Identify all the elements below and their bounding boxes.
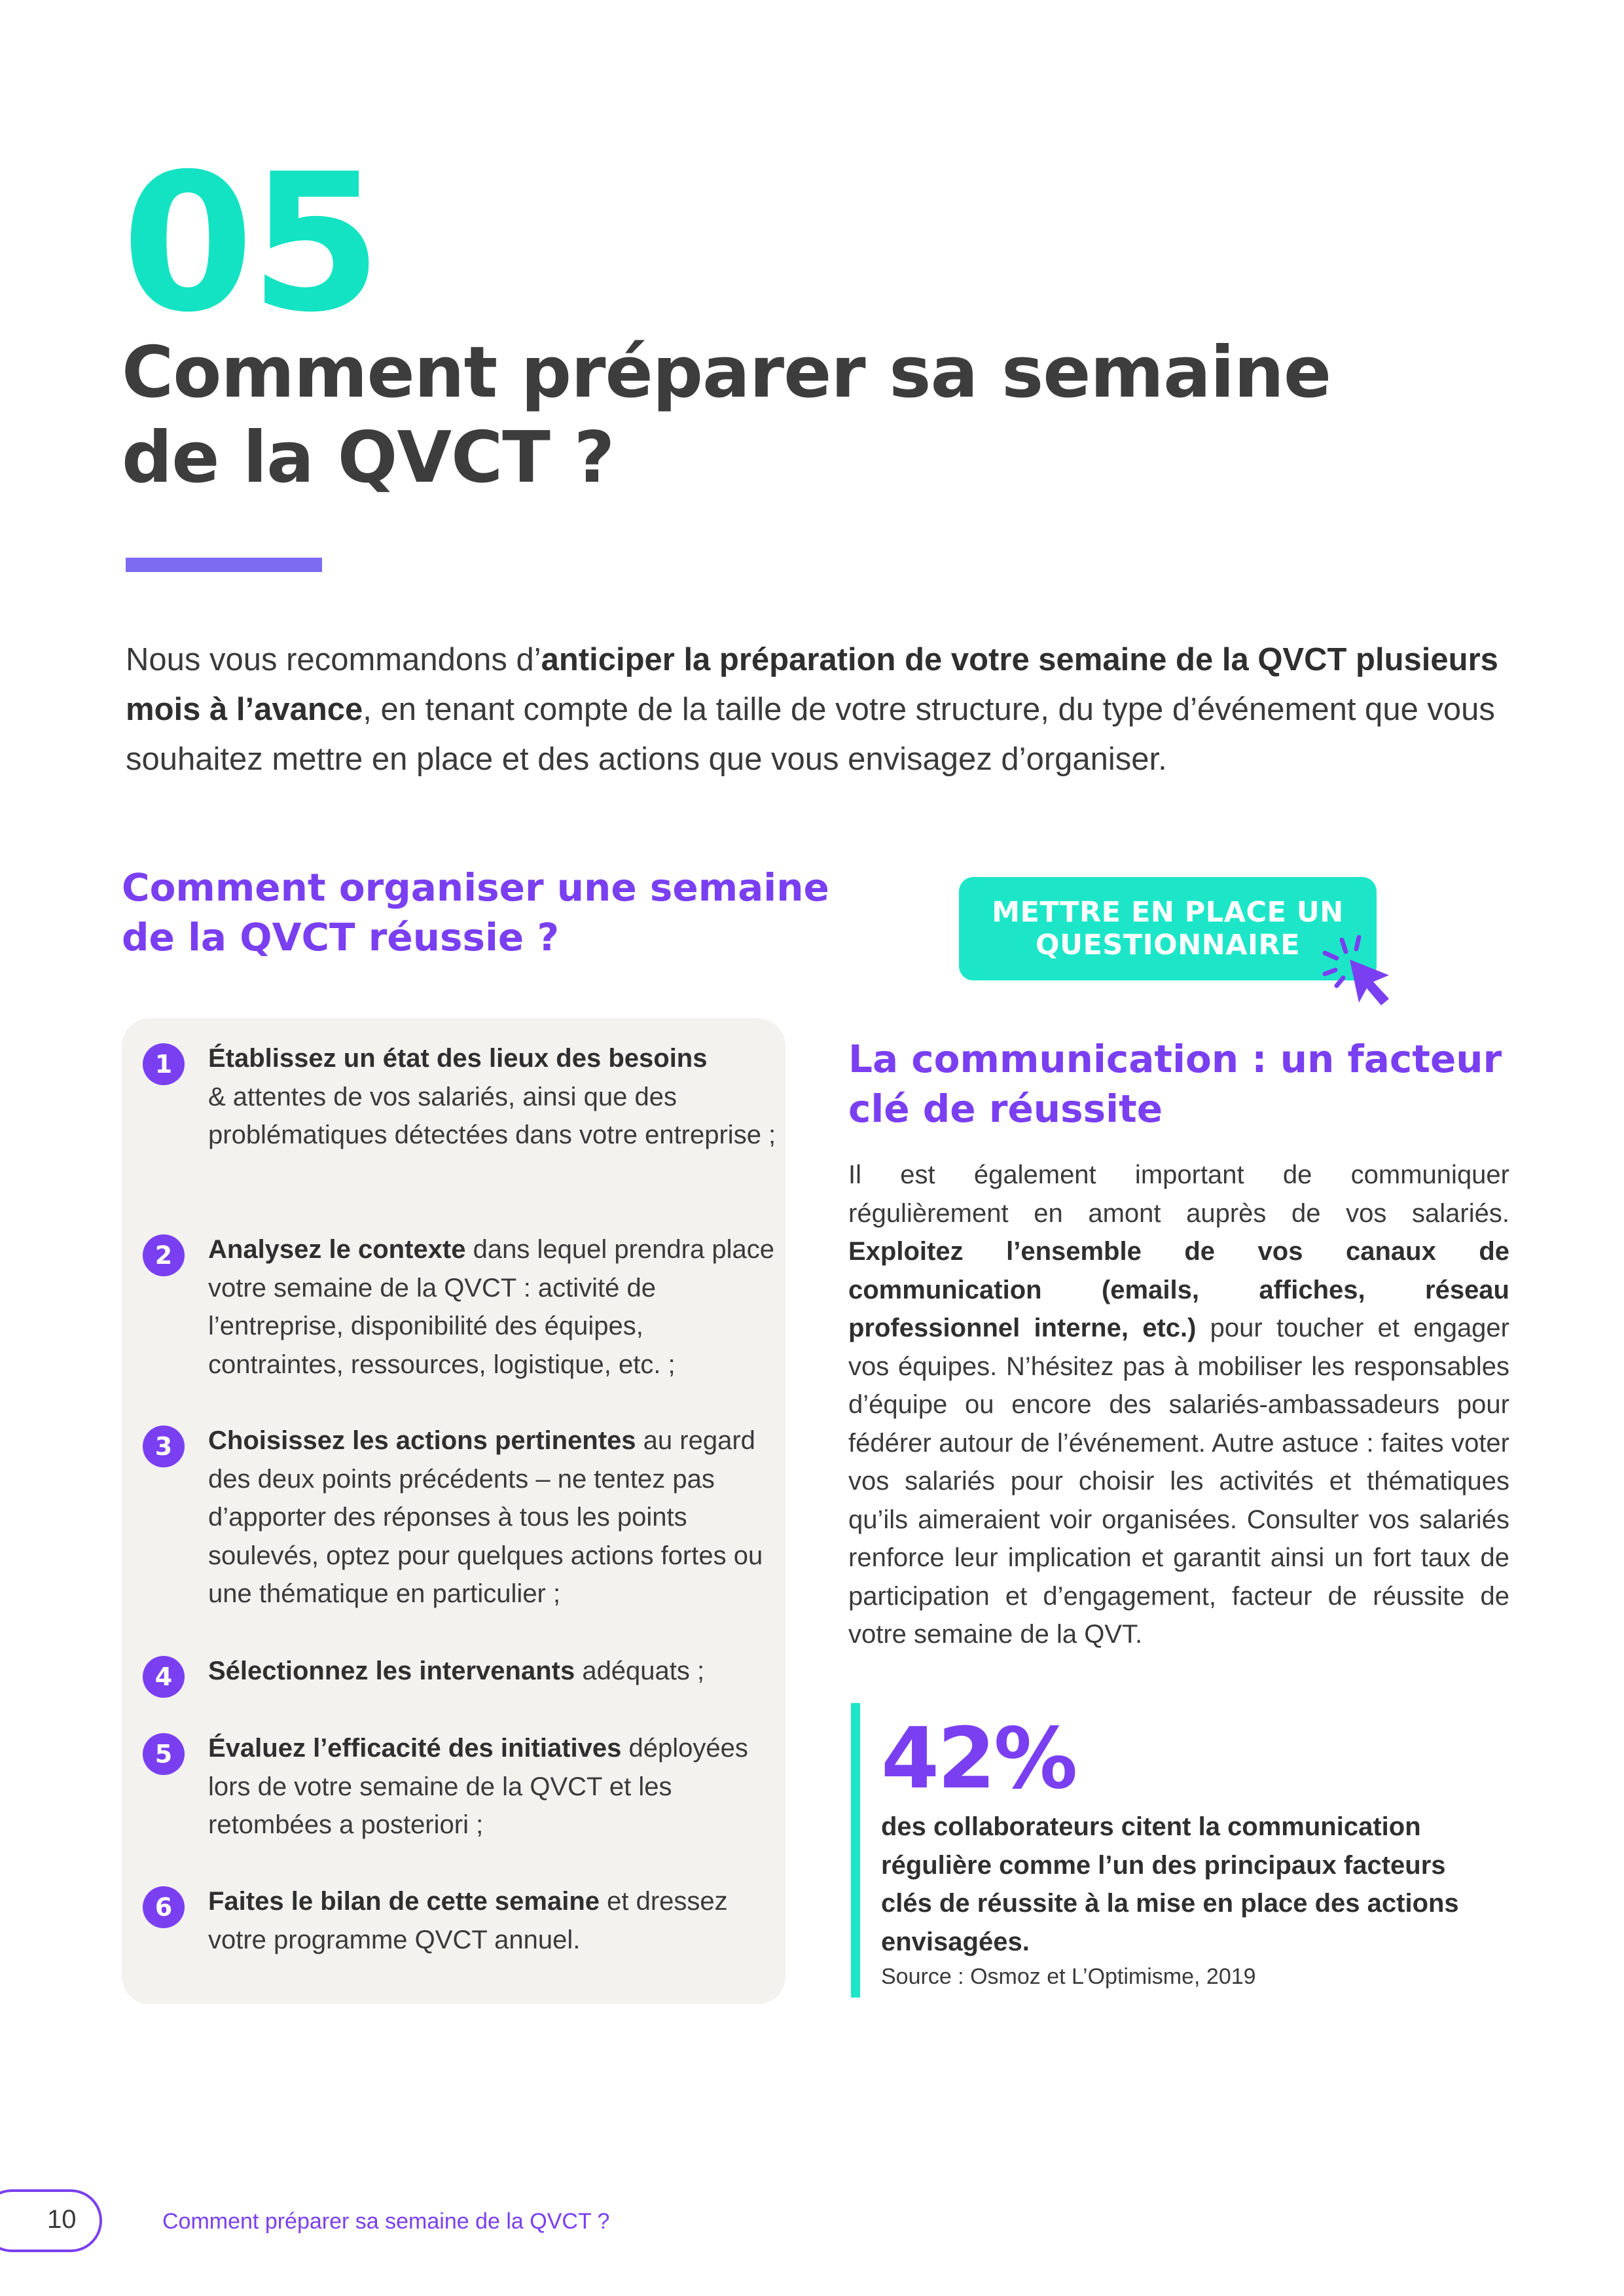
communication-body <box>848 1156 1509 1654</box>
organize-heading <box>122 863 842 962</box>
organize-heading-line-2: de la QVCT réussie ? <box>122 915 560 960</box>
step-bold: Faites le bilan de cette semaine <box>208 1887 600 1916</box>
stat-value: 42% <box>881 1710 1076 1808</box>
step-rest: au regard des deux points précédents – ne tentez pas d’apporter des réponses à tous les points soulevés, optez pour quelques actions fortes ou une thématique en particulier ; <box>208 1426 763 1608</box>
step-rest: & attentes de vos salariés, ainsi que des problématiques détectées dans votre entreprise ; <box>208 1082 776 1149</box>
page-title-line-2: de la QVCT ? <box>122 417 615 499</box>
step-rest: adéquats ; <box>575 1657 705 1685</box>
page-title <box>122 331 1365 501</box>
step-text <box>208 1652 778 1691</box>
communication-body-rest: pour toucher et engager vos équipes. N’hésitez pas à mobiliser les responsables d’équipe ou encore des salariés-ambassadeurs pour fédérer autour de l’événement. Autre astuce : faites voter vos salariés pour choisir les activités et thématiques qu’ils aimeraient voir organisées. Consulter vos salariés renforce leur implication et garantit ainsi un fort taux de participation et d’engagement, facteur de réussite de votre semaine de la QVT. <box>848 1314 1509 1649</box>
communication-body-lead: Il est également important de communiquer régulièrement en amont auprès de vos salariés. <box>848 1160 1509 1228</box>
step-rest: et dressez votre programme QVCT annuel. <box>208 1887 728 1954</box>
step-text <box>208 1729 778 1844</box>
step-text <box>208 1230 778 1384</box>
step-text <box>208 1039 778 1155</box>
intro-paragraph <box>126 635 1513 784</box>
step-bold: Évaluez l’efficacité des initiatives <box>208 1734 622 1763</box>
page-number: 10 <box>47 2205 77 2234</box>
section-number: 05 <box>122 134 378 354</box>
communication-body-bold: Exploitez l’ensemble de vos canaux de communication (emails, affiches, réseau professionnel interne, etc.) <box>848 1237 1509 1342</box>
stat-caption: des collaborateurs citent la communication régulière comme l’un des principaux facteurs clés de réussite à la mise en place des actions envisagées. <box>881 1812 1459 1956</box>
footer-title: Comment préparer sa semaine de la QVCT ? <box>162 2209 610 2234</box>
stat-source: Source : Osmoz et L’Optimisme, 2019 <box>881 1964 1256 1989</box>
step-rest: dans lequel prendra place votre semaine de la QVCT : activité de l’entreprise, disponibilité des équipes, contraintes, ressources, logistique, etc. ; <box>208 1235 774 1379</box>
organize-heading-line-1: Comment organiser une semaine <box>122 865 829 910</box>
intro-bold: anticiper la préparation de votre semaine de la QVCT plusieurs mois à l’avance <box>126 642 1498 727</box>
step-text <box>208 1422 778 1613</box>
step-number-badge: 2 <box>143 1234 185 1276</box>
step-number-badge: 5 <box>143 1733 185 1775</box>
communication-heading-line-2: clé de réussite <box>848 1086 1163 1131</box>
questionnaire-button-label-1: METTRE EN PLACE UN <box>992 896 1344 929</box>
cursor-click-icon <box>1316 929 1407 1021</box>
step-number-badge: 4 <box>143 1656 185 1698</box>
communication-heading <box>848 1034 1503 1134</box>
step-bold: Établissez un état des lieux des besoins <box>208 1044 708 1073</box>
step-bold: Choisissez les actions pertinentes <box>208 1426 636 1455</box>
questionnaire-button[interactable] <box>959 877 1377 980</box>
step-text <box>208 1882 778 1959</box>
page-title-line-1: Comment préparer sa semaine <box>122 332 1331 414</box>
stat-accent-bar <box>851 1703 860 1998</box>
communication-heading-line-1: La communication : un facteur <box>848 1037 1502 1081</box>
step-rest: déployées lors de votre semaine de la QVCT et les retombées a posteriori ; <box>208 1734 748 1839</box>
intro-rest: , en tenant compte de la taille de votre structure, du type d’événement que vous souhaitez mettre en place et des actions que vous envisagez d’organiser. <box>126 692 1495 777</box>
step-number-badge: 3 <box>143 1426 185 1467</box>
questionnaire-button-label-2: QUESTIONNAIRE <box>1036 929 1300 961</box>
step-number-badge: 6 <box>143 1886 185 1928</box>
step-bold: Analysez le contexte <box>208 1235 466 1264</box>
title-underline <box>126 558 322 572</box>
intro-lead: Nous vous recommandons d’ <box>126 642 541 677</box>
step-number-badge: 1 <box>143 1043 185 1085</box>
step-bold: Sélectionnez les intervenants <box>208 1657 575 1685</box>
